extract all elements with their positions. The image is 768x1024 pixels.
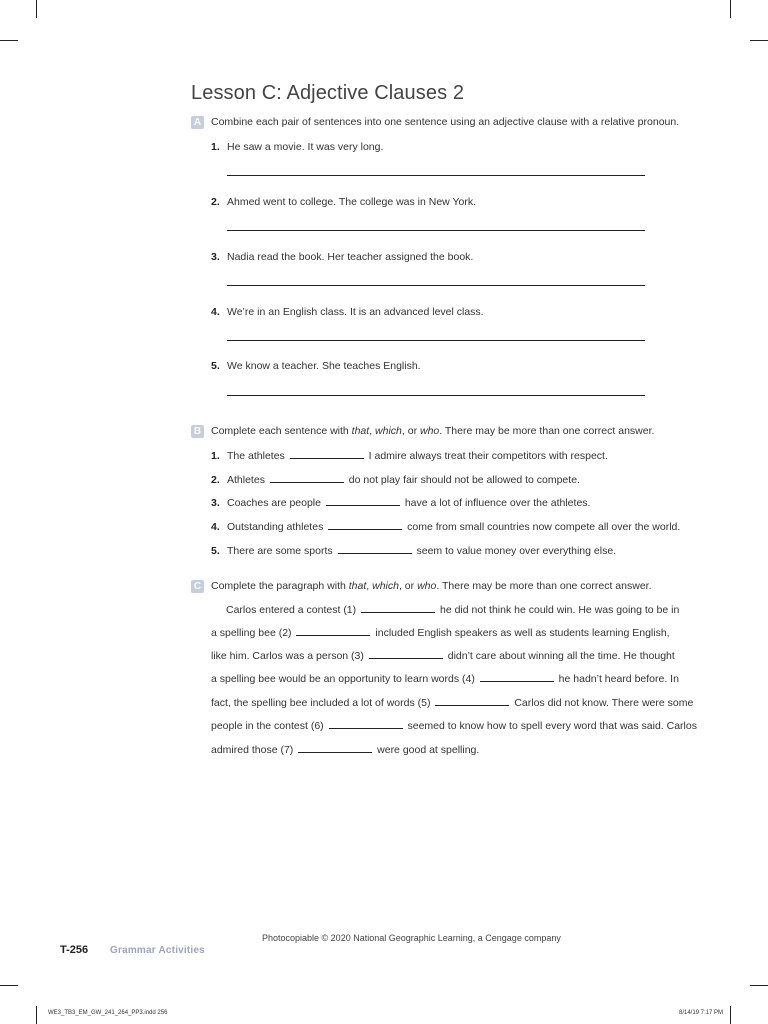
crop-mark bbox=[730, 1006, 731, 1024]
exercise-sentence: He saw a movie. It was very long. bbox=[227, 141, 384, 153]
item-number: 2. bbox=[211, 196, 220, 208]
section-a-badge: A bbox=[191, 116, 204, 129]
item-number: 4. bbox=[211, 306, 220, 318]
exercise-sentence: Coaches are people have a lot of influence over the athletes. bbox=[227, 497, 591, 509]
item-number: 3. bbox=[211, 497, 220, 509]
section-c-instruction: Complete the paragraph with that, which, or who. There may be more than one correct answer. bbox=[211, 580, 652, 592]
crop-mark bbox=[750, 985, 768, 986]
exercise-sentence: We’re in an English class. It is an advanced level class. bbox=[227, 306, 484, 318]
exercise-sentence: Ahmed went to college. The college was in New York. bbox=[227, 196, 477, 208]
fill-blank[interactable] bbox=[369, 650, 443, 659]
footer-section-name: Grammar Activities bbox=[110, 945, 205, 956]
fill-blank[interactable] bbox=[338, 545, 412, 554]
crop-mark bbox=[730, 0, 731, 18]
answer-line[interactable] bbox=[227, 230, 645, 231]
copyright-notice: Photocopiable © 2020 National Geographic Learning, a Cengage company bbox=[262, 933, 561, 943]
fill-blank[interactable] bbox=[298, 744, 372, 753]
paragraph-line: people in the contest (6) seemed to know how to spell every word that was said. Carlos bbox=[211, 720, 697, 732]
fill-blank[interactable] bbox=[270, 474, 344, 483]
item-number: 1. bbox=[211, 141, 220, 153]
page-number: T-256 bbox=[60, 944, 89, 956]
crop-mark bbox=[36, 1006, 37, 1024]
exercise-sentence: Nadia read the book. Her teacher assigned the book. bbox=[227, 251, 474, 263]
item-number: 3. bbox=[211, 251, 220, 263]
answer-line[interactable] bbox=[227, 285, 645, 286]
answer-line[interactable] bbox=[227, 175, 645, 176]
section-b-badge: B bbox=[191, 425, 204, 438]
print-slug-filename: WE3_TB3_EM_GW_241_264_PP3.indd 256 bbox=[48, 1010, 168, 1016]
item-number: 5. bbox=[211, 545, 220, 557]
fill-blank[interactable] bbox=[361, 604, 435, 613]
paragraph-line: a spelling bee (2) included English speakers as well as students learning English, bbox=[211, 627, 670, 639]
section-b-instruction: Complete each sentence with that, which, or who. There may be more than one correct answer. bbox=[211, 425, 655, 437]
paragraph-line: Carlos entered a contest (1) he did not think he could win. He was going to be in bbox=[226, 604, 680, 616]
exercise-sentence: We know a teacher. She teaches English. bbox=[227, 360, 421, 372]
paragraph-line: a spelling bee would be an opportunity to learn words (4) he hadn’t heard before. In bbox=[211, 673, 679, 685]
crop-mark bbox=[0, 40, 18, 41]
fill-blank[interactable] bbox=[326, 497, 400, 506]
exercise-sentence: Athletes do not play fair should not be allowed to compete. bbox=[227, 474, 580, 486]
fill-blank[interactable] bbox=[328, 521, 402, 530]
fill-blank[interactable] bbox=[329, 720, 403, 729]
exercise-sentence: Outstanding athletes come from small countries now compete all over the world. bbox=[227, 521, 681, 533]
fill-blank[interactable] bbox=[296, 627, 370, 636]
exercise-sentence: There are some sports seem to value money over everything else. bbox=[227, 545, 617, 557]
exercise-sentence: The athletes I admire always treat their competitors with respect. bbox=[227, 450, 608, 462]
print-slug-timestamp: 8/14/19 7:17 PM bbox=[679, 1010, 724, 1016]
item-number: 1. bbox=[211, 450, 220, 462]
section-c-badge: C bbox=[191, 580, 204, 593]
answer-line[interactable] bbox=[227, 340, 645, 341]
item-number: 5. bbox=[211, 360, 220, 372]
fill-blank[interactable] bbox=[290, 450, 364, 459]
paragraph-line: admired those (7) were good at spelling. bbox=[211, 744, 480, 756]
crop-mark bbox=[750, 40, 768, 41]
paragraph-line: fact, the spelling bee included a lot of words (5) Carlos did not know. There were some bbox=[211, 697, 694, 709]
paragraph-line: like him. Carlos was a person (3) didn’t care about winning all the time. He thought bbox=[211, 650, 675, 662]
crop-mark bbox=[36, 0, 37, 18]
page-title: Lesson C: Adjective Clauses 2 bbox=[191, 82, 465, 104]
fill-blank[interactable] bbox=[480, 673, 554, 682]
answer-line[interactable] bbox=[227, 395, 645, 396]
fill-blank[interactable] bbox=[435, 697, 509, 706]
item-number: 2. bbox=[211, 474, 220, 486]
crop-mark bbox=[0, 985, 18, 986]
section-a-instruction: Combine each pair of sentences into one sentence using an adjective clause with a relative pronoun. bbox=[211, 116, 680, 128]
item-number: 4. bbox=[211, 521, 220, 533]
